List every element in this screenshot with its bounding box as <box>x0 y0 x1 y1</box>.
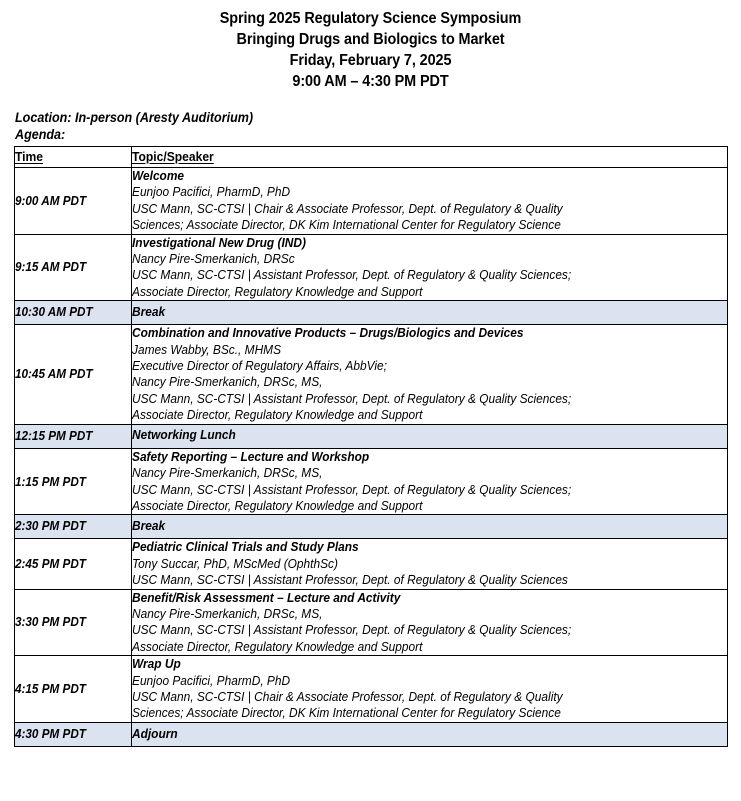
agenda-topic-cell <box>132 515 728 539</box>
agenda-speaker-line: USC Mann, SC-CTSI | Assistant Professor, Dept. of Regulatory & Quality Sciences; <box>132 622 572 638</box>
agenda-time-cell <box>15 424 132 448</box>
agenda-topic-title: Wrap Up <box>132 656 181 672</box>
agenda-topic-title: Benefit/Risk Assessment – Lecture and Activity <box>132 589 401 605</box>
document-title-block <box>14 0 727 92</box>
agenda-time-cell <box>15 656 132 723</box>
agenda-time-cell <box>15 325 132 424</box>
agenda-speaker-line: Associate Director, Regulatory Knowledge and Support <box>132 407 423 423</box>
agenda-speaker-line: Associate Director, Regulatory Knowledge and Support <box>132 638 423 654</box>
agenda-table-body <box>15 168 728 747</box>
agenda-time-label: 10:30 AM PDT <box>15 305 93 320</box>
table-header-row <box>15 147 728 168</box>
agenda-topic-cell <box>132 589 728 656</box>
table-row <box>15 301 728 325</box>
agenda-time-label: 10:45 AM PDT <box>15 367 93 382</box>
agenda-time-cell <box>15 515 132 539</box>
agenda-time-cell <box>15 168 132 235</box>
agenda-speaker-line: James Wabby, BSc., MHMS <box>132 341 282 357</box>
agenda-speaker-line: USC Mann, SC-CTSI | Assistant Professor, Dept. of Regulatory & Quality Sciences; <box>132 390 572 406</box>
agenda-speaker-line: Nancy Pire-Smerkanich, DRSc, MS, <box>132 605 323 621</box>
agenda-topic-cell <box>132 722 728 746</box>
column-header-time <box>15 147 132 168</box>
agenda-time-cell <box>15 722 132 746</box>
title-line-1: Spring 2025 Regulatory Science Symposium <box>219 10 522 27</box>
agenda-speaker-line: USC Mann, SC-CTSI | Chair & Associate Professor, Dept. of Regulatory & Quality <box>132 688 563 704</box>
agenda-topic-cell <box>132 424 728 448</box>
table-row <box>15 424 728 448</box>
column-header-topic <box>132 147 728 168</box>
agenda-time-label: 4:30 PM PDT <box>15 726 86 741</box>
agenda-topic-cell <box>132 325 728 424</box>
title-line-2: Bringing Drugs and Biologics to Market <box>236 31 505 48</box>
agenda-speaker-line: Nancy Pire-Smerkanich, DRSc, MS, <box>132 374 323 390</box>
table-row <box>15 168 728 235</box>
column-header-time-label: Time <box>15 149 44 164</box>
table-row <box>15 234 728 301</box>
agenda-speaker-line: USC Mann, SC-CTSI | Assistant Professor, Dept. of Regulatory & Quality Sciences; <box>132 267 572 283</box>
agenda-speaker-line: Executive Director of Regulatory Affairs, AbbVie; <box>132 358 387 374</box>
agenda-time-cell <box>15 234 132 301</box>
column-header-topic-label: Topic/Speaker <box>132 149 214 164</box>
agenda-speaker-line: USC Mann, SC-CTSI | Assistant Professor, Dept. of Regulatory & Quality Sciences; <box>132 481 572 497</box>
agenda-time-label: 9:00 AM PDT <box>15 193 87 208</box>
title-line-3: Friday, February 7, 2025 <box>289 52 452 69</box>
agenda-table-head <box>15 147 728 168</box>
agenda-time-label: 2:45 PM PDT <box>15 556 86 571</box>
agenda-table <box>14 146 728 747</box>
agenda-speaker-line: USC Mann, SC-CTSI | Assistant Professor, Dept. of Regulatory & Quality Sciences <box>132 572 568 588</box>
agenda-time-cell <box>15 539 132 589</box>
agenda-topic-cell <box>132 301 728 325</box>
agenda-time-cell <box>15 589 132 656</box>
agenda-time-cell <box>15 301 132 325</box>
agenda-speaker-line: Associate Director, Regulatory Knowledge and Support <box>132 497 423 513</box>
agenda-topic-title: Break <box>132 304 166 320</box>
agenda-speaker-line: Nancy Pire-Smerkanich, DRSc <box>132 251 295 267</box>
agenda-speaker-line: Eunjoo Pacifici, PharmD, PhD <box>132 672 291 688</box>
agenda-speaker-line: Tony Succar, PhD, MScMed (OphthSc) <box>132 555 338 571</box>
agenda-topic-cell <box>132 656 728 723</box>
agenda-speaker-line: Nancy Pire-Smerkanich, DRSc, MS, <box>132 465 323 481</box>
table-row <box>15 722 728 746</box>
agenda-topic-cell <box>132 448 728 515</box>
agenda-topic-cell <box>132 539 728 589</box>
table-row <box>15 539 728 589</box>
agenda-speaker-line: Sciences; Associate Director, DK Kim International Center for Regulatory Science <box>132 217 561 233</box>
agenda-time-label: 12:15 PM PDT <box>15 428 93 443</box>
agenda-speaker-line: Eunjoo Pacifici, PharmD, PhD <box>132 184 291 200</box>
table-row <box>15 448 728 515</box>
agenda-label: Agenda: <box>15 127 66 142</box>
agenda-topic-title: Adjourn <box>132 725 178 741</box>
title-line-4: 9:00 AM – 4:30 PM PDT <box>292 73 449 90</box>
agenda-time-label: 2:30 PM PDT <box>15 519 86 534</box>
table-row <box>15 589 728 656</box>
agenda-topic-title: Break <box>132 518 166 534</box>
agenda-topic-title: Pediatric Clinical Trials and Study Plans <box>132 539 359 555</box>
agenda-topic-cell <box>132 168 728 235</box>
event-meta-block <box>14 109 727 143</box>
table-row <box>15 656 728 723</box>
agenda-topic-cell <box>132 234 728 301</box>
agenda-speaker-line: USC Mann, SC-CTSI | Chair & Associate Professor, Dept. of Regulatory & Quality <box>132 200 563 216</box>
location-line: Location: In-person (Aresty Auditorium) <box>15 110 254 125</box>
agenda-speaker-line: Associate Director, Regulatory Knowledge and Support <box>132 283 423 299</box>
agenda-speaker-line: Sciences; Associate Director, DK Kim International Center for Regulatory Science <box>132 705 561 721</box>
agenda-topic-title: Networking Lunch <box>132 427 236 443</box>
agenda-topic-title: Investigational New Drug (IND) <box>132 234 306 250</box>
agenda-topic-title: Welcome <box>132 168 185 183</box>
table-row <box>15 325 728 424</box>
agenda-topic-title: Combination and Innovative Products – Drugs/Biologics and Devices <box>132 325 524 341</box>
agenda-topic-title: Safety Reporting – Lecture and Workshop <box>132 448 370 464</box>
agenda-time-cell <box>15 448 132 515</box>
agenda-time-label: 4:15 PM PDT <box>15 681 86 696</box>
agenda-time-label: 3:30 PM PDT <box>15 615 86 630</box>
agenda-time-label: 9:15 AM PDT <box>15 260 87 275</box>
agenda-time-label: 1:15 PM PDT <box>15 474 86 489</box>
table-row <box>15 515 728 539</box>
